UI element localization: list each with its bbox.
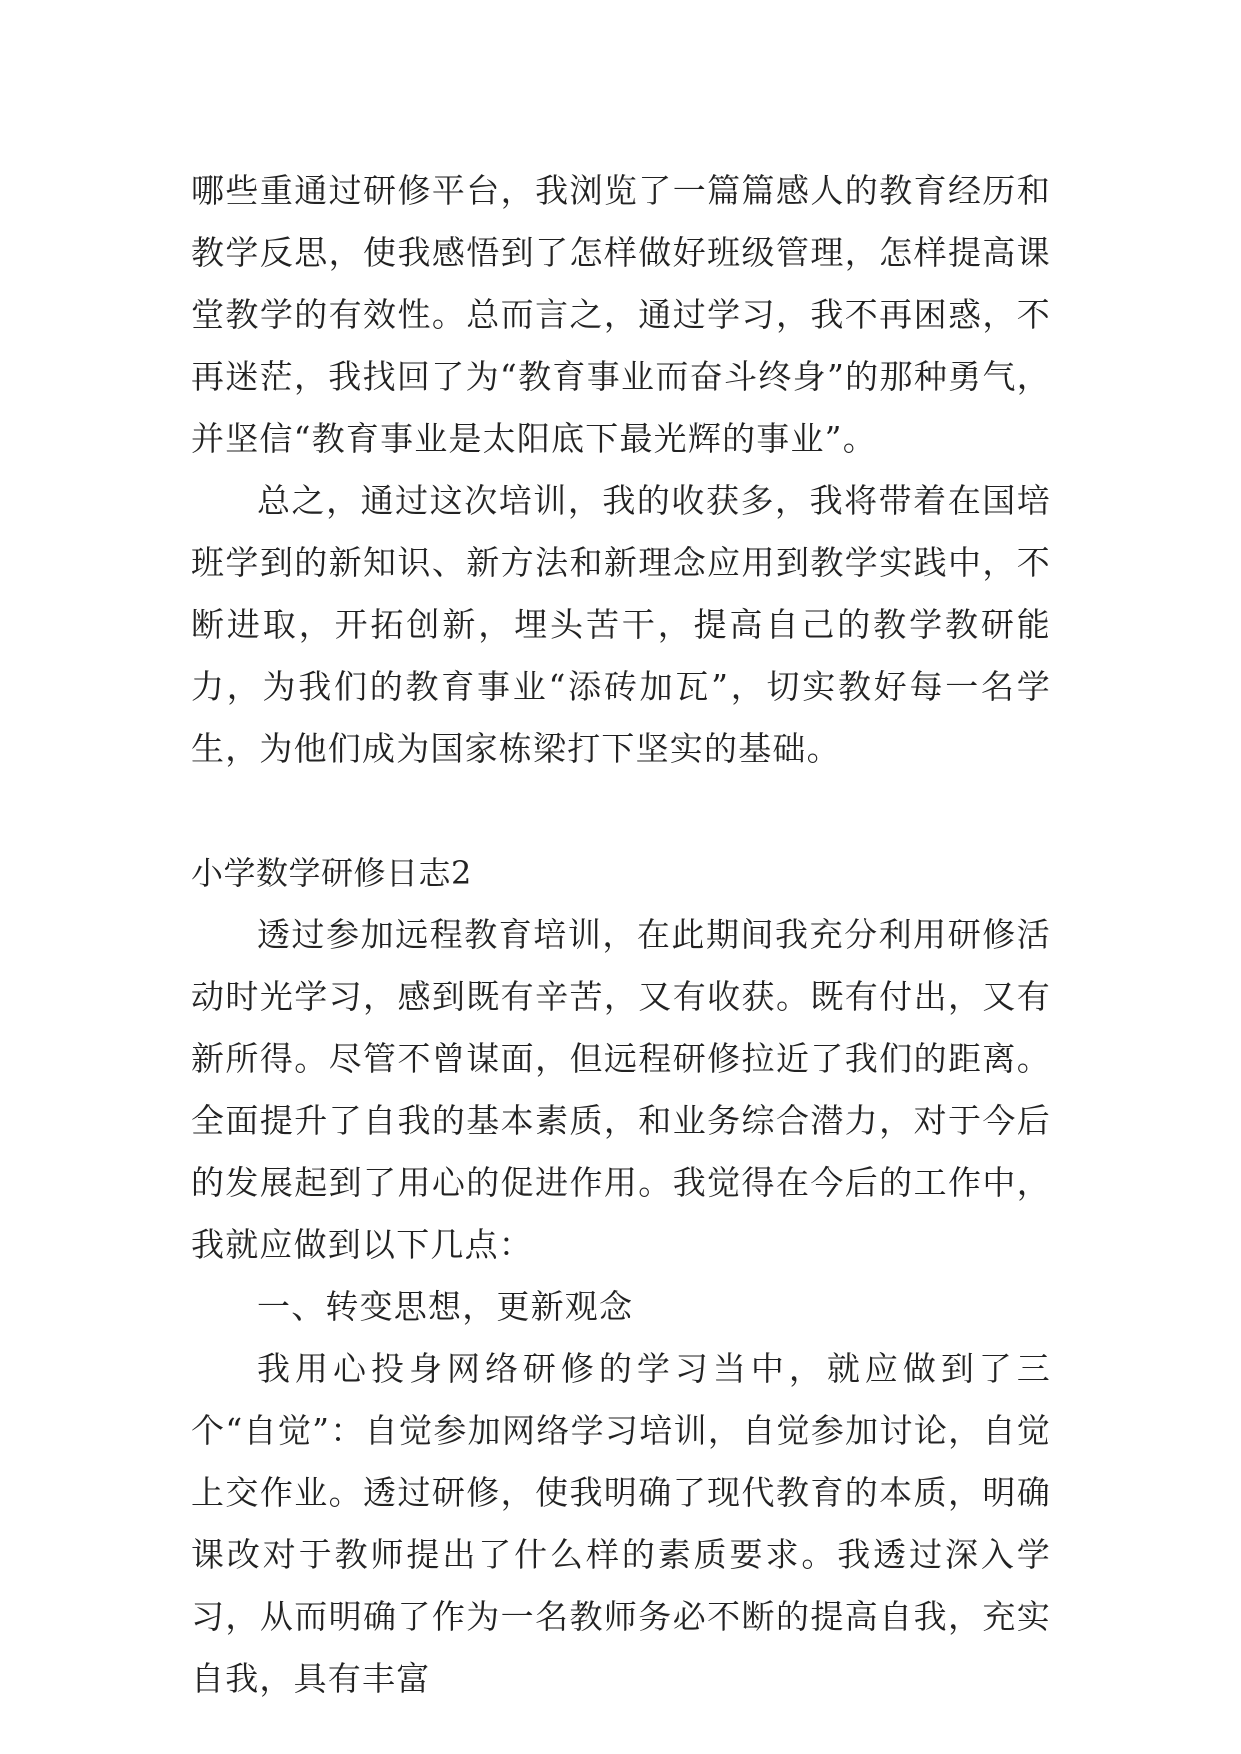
document-body xyxy=(191,160,1051,1710)
section-title: 小学数学研修日志2 xyxy=(191,854,472,892)
subheading-point-one: 一、转变思想，更新观念 xyxy=(257,1287,634,1326)
paragraph-intro: 透过参加远程教育培训，在此期间我充分利用研修活动时光学习，感到既有辛苦，又有收获。既有付出，又有新所得。尽管不曾谋面，但远程研修拉近了我们的距离。全面提升了自我的基本素质，和业务综合潜力，对于今后的发展起到了用心的促进作用。我觉得在今后的工作中，我就应做到以下几点： xyxy=(191,915,1051,1264)
paragraph-point-one: 我用心投身网络研修的学习当中，就应做到了三个“自觉”：自觉参加网络学习培训，自觉参加讨论，自觉上交作业。透过研修，使我明确了现代教育的本质，明确课改对于教师提出了什么样的素质要求。我透过深入学习，从而明确了作为一名教师务必不断的提高自我，充实自我，具有丰富 xyxy=(191,1349,1051,1698)
paragraph-summary: 总之，通过这次培训，我的收获多，我将带着在国培班学到的新知识、新方法和新理念应用到教学实践中，不断进取，开拓创新，埋头苦干，提高自己的教学教研能力，为我们的教育事业“添砖加瓦”，切实教好每一名学生，为他们成为国家栋梁打下坚实的基础。 xyxy=(191,481,1051,768)
paragraph-continuation: 哪些重通过研修平台，我浏览了一篇篇感人的教育经历和教学反思，使我感悟到了怎样做好班级管理，怎样提高课堂教学的有效性。总而言之，通过学习，我不再困惑，不再迷茫，我找回了为“教育事业而奋斗终身”的那种勇气，并坚信“教育事业是太阳底下最光辉的事业”。 xyxy=(191,171,1051,458)
